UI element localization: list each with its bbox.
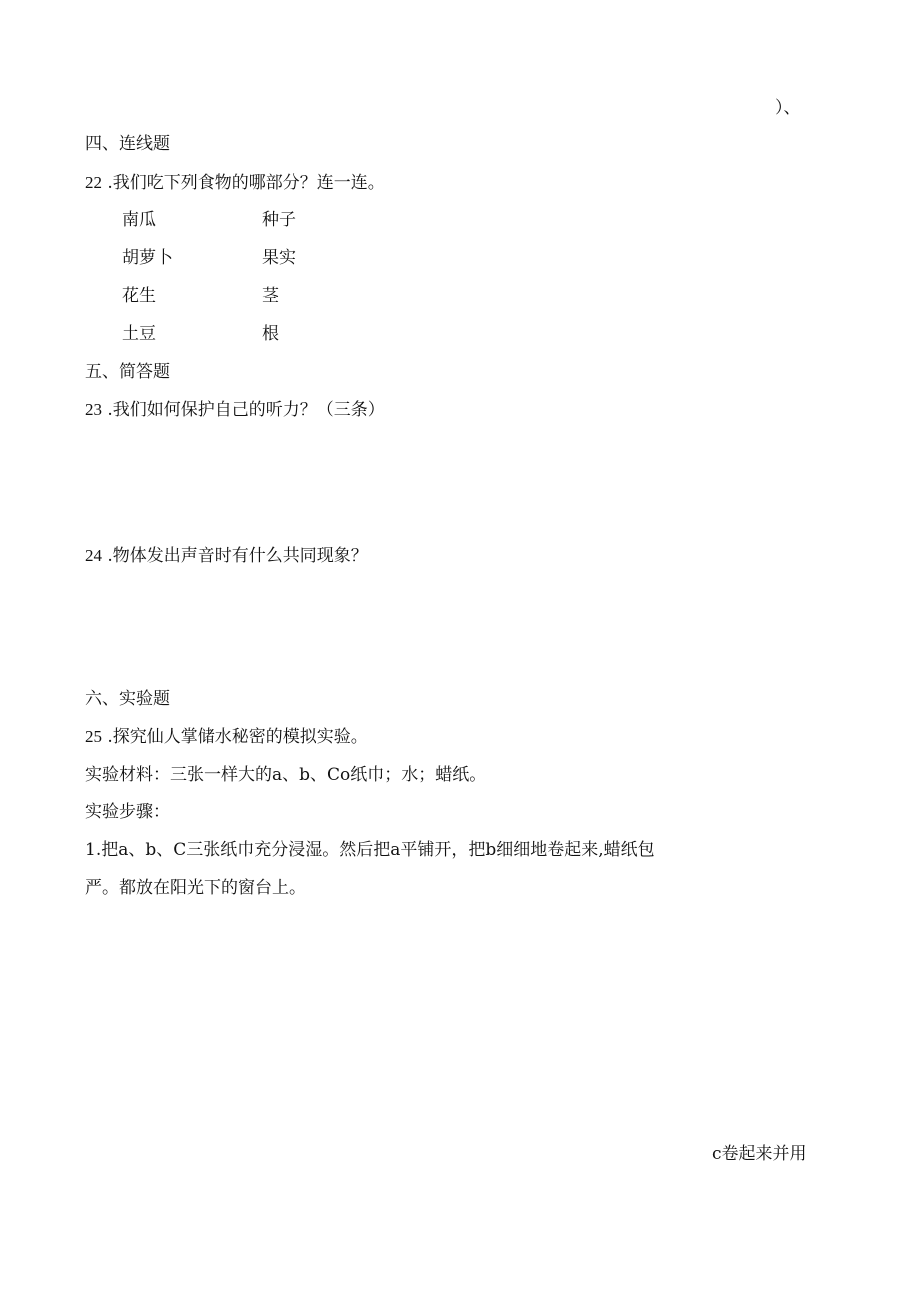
- food-item: 南瓜: [122, 210, 156, 230]
- plant-part-item: 种子: [262, 210, 296, 230]
- question-number: 22: [85, 173, 102, 192]
- plant-part-item: 茎: [262, 286, 279, 306]
- experiment-steps-label: 实验步骤：: [85, 802, 170, 822]
- bottom-fragment: c卷起来并用: [712, 1144, 807, 1164]
- question-number: 24: [85, 546, 102, 565]
- plant-part-item: 果实: [262, 248, 296, 268]
- question-23: [85, 399, 385, 421]
- question-24: [85, 545, 368, 567]
- question-text: .物体发出声音时有什么共同现象？: [107, 546, 368, 566]
- question-25: [85, 726, 368, 748]
- section-heading-matching: 四、连线题: [85, 134, 170, 154]
- food-item: 花生: [122, 286, 156, 306]
- plant-part-item: 根: [262, 324, 279, 344]
- question-text: .探究仙人掌储水秘密的模拟实验。: [107, 727, 368, 747]
- section-heading-short-answer: 五、简答题: [85, 362, 170, 382]
- question-text: .我们如何保护自己的听力？（三条）: [107, 400, 385, 420]
- section-heading-experiment: 六、实验题: [85, 689, 170, 709]
- question-22: [85, 172, 385, 194]
- experiment-materials: 实验材料：三张一样大的a、b、Co纸巾；水；蜡纸。: [85, 765, 487, 785]
- experiment-step-1-line-2: 严。都放在阳光下的窗台上。: [85, 878, 306, 898]
- question-text: .我们吃下列食物的哪部分？连一连。: [107, 173, 385, 193]
- experiment-step-1-line-1: 1.把a、b、C三张纸巾充分浸湿。然后把a平铺开，把b细细地卷起来,蜡纸包: [85, 840, 655, 860]
- food-item: 土豆: [122, 324, 156, 344]
- question-number: 23: [85, 400, 102, 419]
- question-number: 25: [85, 727, 102, 746]
- food-item: 胡萝卜: [122, 248, 173, 268]
- top-fragment: ）、: [775, 98, 801, 118]
